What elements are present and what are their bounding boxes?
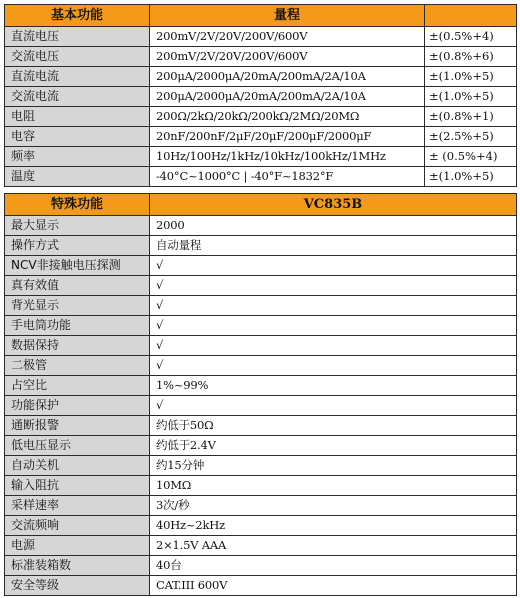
table-row (5, 496, 517, 516)
feature-label: 功能保护 (5, 396, 150, 416)
table-row (5, 167, 517, 187)
checkmark-value: √ (150, 296, 517, 316)
range-value: 20nF/200nF/2μF/20μF/200μF/2000μF (150, 127, 425, 147)
table-row (5, 27, 517, 47)
table-row (5, 256, 517, 276)
table-row (5, 107, 517, 127)
feature-value: 2000 (150, 216, 517, 236)
special-functions-body (5, 194, 517, 596)
special-header-model: VC835B (150, 194, 517, 216)
feature-value: 自动量程 (150, 236, 517, 256)
table-row (5, 456, 517, 476)
accuracy-value: ± (0.5%+4) (425, 147, 517, 167)
feature-label: 安全等级 (5, 576, 150, 596)
feature-value: 40台 (150, 556, 517, 576)
function-label: 温度 (5, 167, 150, 187)
feature-label: 低电压显示 (5, 436, 150, 456)
feature-label: 手电筒功能 (5, 316, 150, 336)
basic-header-function: 基本功能 (5, 5, 150, 27)
range-value: 10Hz/100Hz/1kHz/10kHz/100kHz/1MHz (150, 147, 425, 167)
table-row (5, 436, 517, 456)
range-value: 200μA/2000μA/20mA/200mA/2A/10A (150, 67, 425, 87)
feature-value: 约低于2.4V (150, 436, 517, 456)
special-header-function: 特殊功能 (5, 194, 150, 216)
table-row (5, 396, 517, 416)
table-row (5, 476, 517, 496)
table-row (5, 127, 517, 147)
basic-header-range: 量程 (150, 5, 425, 27)
feature-label: 采样速率 (5, 496, 150, 516)
feature-label: 自动关机 (5, 456, 150, 476)
checkmark-value: √ (150, 276, 517, 296)
checkmark-value: √ (150, 396, 517, 416)
checkmark-value: √ (150, 356, 517, 376)
range-value: 200mV/2V/20V/200V/600V (150, 47, 425, 67)
feature-label: 电源 (5, 536, 150, 556)
table-row (5, 356, 517, 376)
feature-label: 输入阻抗 (5, 476, 150, 496)
function-label: 交流电流 (5, 87, 150, 107)
feature-label: 背光显示 (5, 296, 150, 316)
feature-label: 操作方式 (5, 236, 150, 256)
table-row (5, 336, 517, 356)
checkmark-value: √ (150, 316, 517, 336)
feature-label: 标准装箱数 (5, 556, 150, 576)
table-row (5, 516, 517, 536)
basic-functions-body (5, 5, 517, 187)
table-row (5, 376, 517, 396)
table-row (5, 147, 517, 167)
basic-functions-table (4, 4, 517, 187)
accuracy-value: ±(2.5%+5) (425, 127, 517, 147)
function-label: 直流电流 (5, 67, 150, 87)
function-label: 直流电压 (5, 27, 150, 47)
accuracy-value: ±(0.5%+4) (425, 27, 517, 47)
table-row (5, 87, 517, 107)
feature-label: 真有效值 (5, 276, 150, 296)
function-label: 电阻 (5, 107, 150, 127)
feature-label: 数据保持 (5, 336, 150, 356)
feature-label: 通断报警 (5, 416, 150, 436)
accuracy-value: ±(0.8%+1) (425, 107, 517, 127)
table-row (5, 67, 517, 87)
table-row (5, 316, 517, 336)
checkmark-value: √ (150, 256, 517, 276)
feature-value: 10MΩ (150, 476, 517, 496)
feature-label: 最大显示 (5, 216, 150, 236)
function-label: 频率 (5, 147, 150, 167)
accuracy-value: ±(1.0%+5) (425, 167, 517, 187)
feature-label: 二极管 (5, 356, 150, 376)
feature-value: 约低于50Ω (150, 416, 517, 436)
range-value: -40°C~1000°C | -40°F~1832°F (150, 167, 425, 187)
feature-value: 1%~99% (150, 376, 517, 396)
range-value: 200μA/2000μA/20mA/200mA/2A/10A (150, 87, 425, 107)
special-functions-table (4, 193, 517, 596)
feature-value: 约15分钟 (150, 456, 517, 476)
function-label: 交流电压 (5, 47, 150, 67)
feature-value: 2×1.5V AAA (150, 536, 517, 556)
accuracy-value: ±(1.0%+5) (425, 67, 517, 87)
table-row (5, 276, 517, 296)
table-row (5, 296, 517, 316)
feature-label: NCV非接触电压探测 (5, 256, 150, 276)
feature-label: 交流频响 (5, 516, 150, 536)
accuracy-value: ±(1.0%+5) (425, 87, 517, 107)
function-label: 电容 (5, 127, 150, 147)
table-row (5, 47, 517, 67)
table-row (5, 556, 517, 576)
table-row (5, 416, 517, 436)
feature-value: 40Hz~2kHz (150, 516, 517, 536)
range-value: 200mV/2V/20V/200V/600V (150, 27, 425, 47)
accuracy-value: ±(0.8%+6) (425, 47, 517, 67)
table-row (5, 576, 517, 596)
feature-label: 占空比 (5, 376, 150, 396)
basic-header-row (5, 5, 517, 27)
checkmark-value: √ (150, 336, 517, 356)
table-row (5, 536, 517, 556)
basic-header-accuracy (425, 5, 517, 27)
special-header-row (5, 194, 517, 216)
feature-value: CAT.III 600V (150, 576, 517, 596)
range-value: 200Ω/2kΩ/20kΩ/200kΩ/2MΩ/20MΩ (150, 107, 425, 127)
table-row (5, 236, 517, 256)
feature-value: 3次/秒 (150, 496, 517, 516)
table-row (5, 216, 517, 236)
